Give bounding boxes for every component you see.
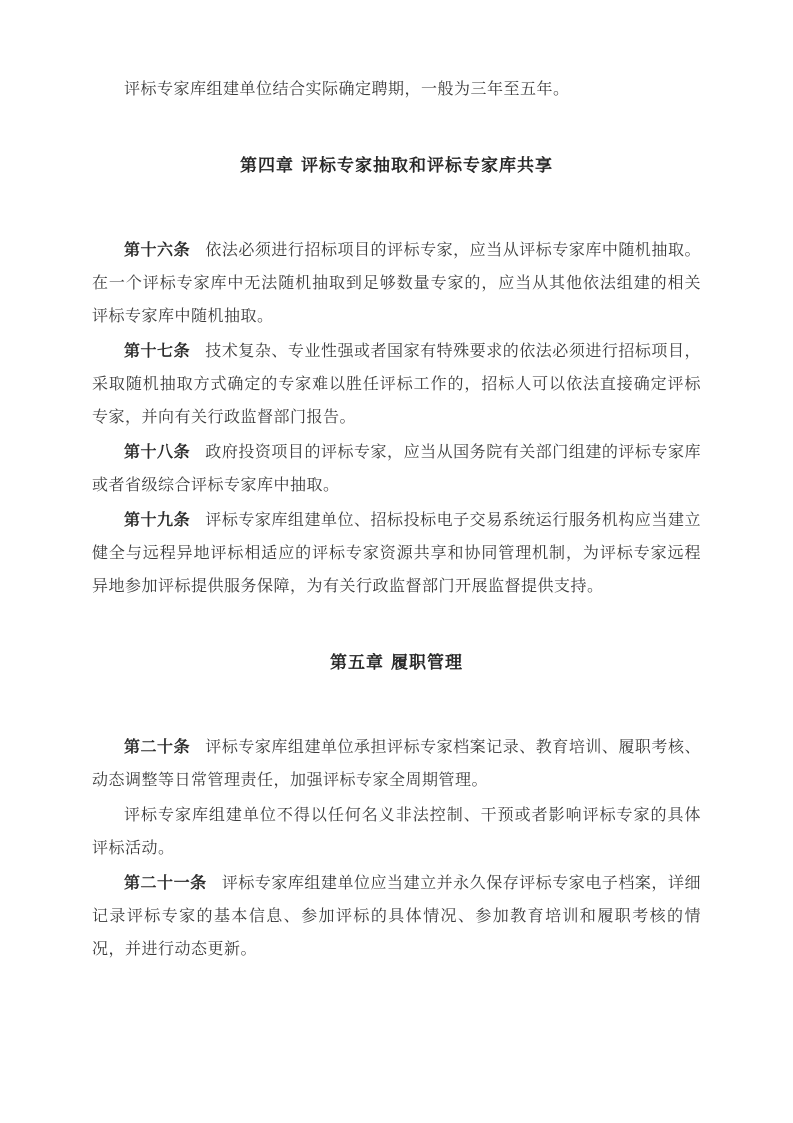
article-19-number: 第十九条 xyxy=(124,510,191,529)
paragraph-text: 评标专家库组建单位结合实际确定聘期，一般为三年至五年。 xyxy=(124,79,570,98)
article-18-text: 政府投资项目的评标专家，应当从国务院有关部门组建的评标专家库或者省级综合评标专家库中抽取。 xyxy=(92,442,701,494)
article-20-number: 第二十条 xyxy=(124,737,191,756)
paragraph-text: 评标专家库组建单位不得以任何名义非法控制、干预或者影响评标专家的具体评标活动。 xyxy=(92,805,701,857)
article-17-text: 技术复杂、专业性强或者国家有特殊要求的依法必须进行招标项目，采取随机抽取方式确定的专家难以胜任评标工作的，招标人可以依法直接确定评标专家，并向有关行政监督部门报告。 xyxy=(92,341,701,426)
article-16 xyxy=(92,233,701,332)
article-21 xyxy=(92,866,701,965)
paragraph-no-interference xyxy=(92,798,701,864)
article-21-number: 第二十一条 xyxy=(124,873,207,892)
chapter-4-heading: 第四章 评标专家抽取和评标专家库共享 xyxy=(240,156,553,176)
article-17-number: 第十七条 xyxy=(124,341,191,360)
article-17 xyxy=(92,334,701,433)
article-18-number: 第十八条 xyxy=(124,442,191,461)
article-16-number: 第十六条 xyxy=(124,240,191,259)
article-19 xyxy=(92,503,701,602)
paragraph-tenure xyxy=(92,72,701,105)
article-18 xyxy=(92,435,701,501)
article-20 xyxy=(92,730,701,796)
article-16-text: 依法必须进行招标项目的评标专家，应当从评标专家库中随机抽取。在一个评标专家库中无法随机抽取到足够数量专家的，应当从其他依法组建的相关评标专家库中随机抽取。 xyxy=(92,240,701,325)
article-21-text: 评标专家库组建单位应当建立并永久保存评标专家电子档案，详细记录评标专家的基本信息、参加评标的具体情况、参加教育培训和履职考核的情况，并进行动态更新。 xyxy=(92,873,701,958)
article-20-text: 评标专家库组建单位承担评标专家档案记录、教育培训、履职考核、动态调整等日常管理责任，加强评标专家全周期管理。 xyxy=(92,737,701,789)
chapter-5-heading: 第五章 履职管理 xyxy=(330,653,463,673)
article-19-text: 评标专家库组建单位、招标投标电子交易系统运行服务机构应当建立健全与远程异地评标相适应的评标专家资源共享和协同管理机制，为评标专家远程异地参加评标提供服务保障，为有关行政监督部门开展监督提供支持。 xyxy=(92,510,701,595)
